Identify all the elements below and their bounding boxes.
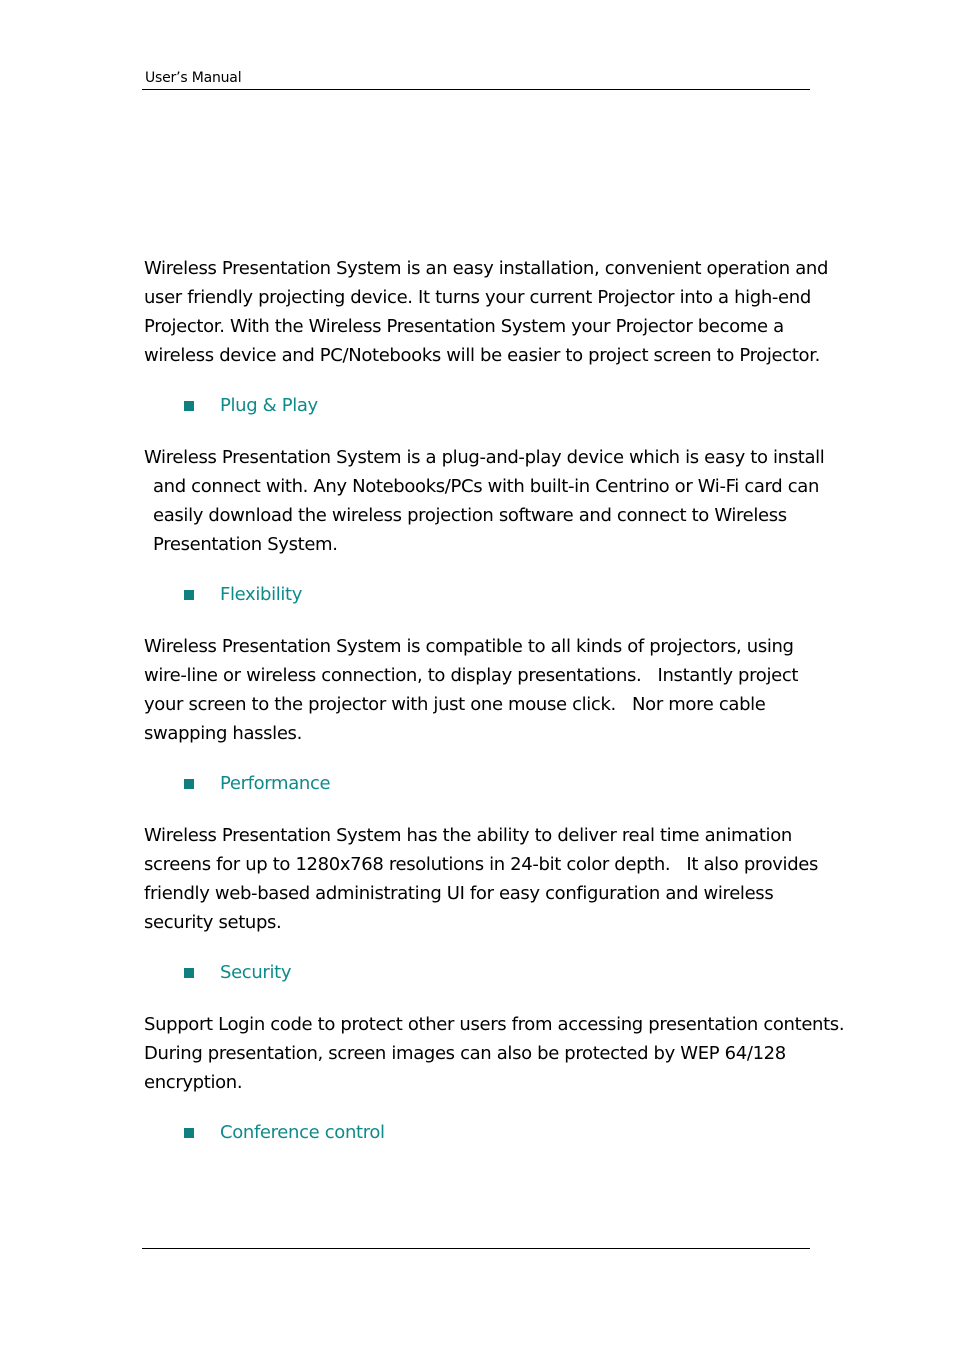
feature-heading-security bbox=[184, 960, 291, 986]
paragraph-line: Presentation System. bbox=[153, 534, 338, 555]
paragraph-line: encryption. bbox=[144, 1072, 243, 1093]
paragraph-line: During presentation, screen images can also be protected by WEP 64/128 bbox=[144, 1043, 786, 1064]
square-bullet-icon bbox=[184, 779, 194, 789]
feature-paragraph-plug-and-play bbox=[144, 443, 824, 559]
paragraph-line: Wireless Presentation System has the ability to deliver real time animation bbox=[144, 825, 792, 846]
feature-heading-plug-and-play bbox=[184, 393, 318, 419]
square-bullet-icon bbox=[184, 968, 194, 978]
running-header: User’s Manual bbox=[145, 70, 242, 86]
paragraph-line: Wireless Presentation System is an easy installation, convenient operation and bbox=[144, 258, 829, 279]
feature-heading-label: Performance bbox=[220, 773, 331, 794]
feature-heading-conference-control bbox=[184, 1120, 385, 1146]
feature-heading-label: Flexibility bbox=[220, 584, 303, 605]
feature-heading-label: Conference control bbox=[220, 1122, 385, 1143]
paragraph-line: and connect with. Any Notebooks/PCs with built-in Centrino or Wi-Fi card can bbox=[153, 476, 820, 497]
header-rule bbox=[142, 89, 810, 90]
feature-heading-flexibility bbox=[184, 582, 302, 608]
feature-paragraph-performance bbox=[144, 821, 824, 937]
paragraph-line: Wireless Presentation System is a plug-and-play device which is easy to install bbox=[144, 447, 825, 468]
paragraph-line: Projector. With the Wireless Presentation System your Projector become a bbox=[144, 316, 784, 337]
square-bullet-icon bbox=[184, 1128, 194, 1138]
paragraph-line: wire-line or wireless connection, to display presentations. Instantly project bbox=[144, 665, 799, 686]
feature-heading-performance bbox=[184, 771, 330, 797]
paragraph-line: user friendly projecting device. It turns your current Projector into a high-end bbox=[144, 287, 811, 308]
paragraph-line: screens for up to 1280x768 resolutions in 24-bit color depth. It also provides bbox=[144, 854, 819, 875]
paragraph-line: Wireless Presentation System is compatible to all kinds of projectors, using bbox=[144, 636, 794, 657]
paragraph-line: easily download the wireless projection software and connect to Wireless bbox=[153, 505, 787, 526]
intro-paragraph bbox=[144, 254, 829, 370]
square-bullet-icon bbox=[184, 401, 194, 411]
square-bullet-icon bbox=[184, 590, 194, 600]
feature-paragraph-flexibility bbox=[144, 632, 824, 748]
paragraph-line: security setups. bbox=[144, 912, 282, 933]
feature-paragraph-security bbox=[144, 1010, 845, 1097]
paragraph-line: Support Login code to protect other users from accessing presentation contents. bbox=[144, 1014, 845, 1035]
footer-rule bbox=[142, 1248, 810, 1249]
paragraph-line: wireless device and PC/Notebooks will be easier to project screen to Projector. bbox=[144, 345, 820, 366]
paragraph-line: friendly web-based administrating UI for easy configuration and wireless bbox=[144, 883, 774, 904]
paragraph-line: your screen to the projector with just one mouse click. Nor more cable bbox=[144, 694, 766, 715]
feature-heading-label: Security bbox=[220, 962, 292, 983]
paragraph-line: swapping hassles. bbox=[144, 723, 302, 744]
feature-heading-label: Plug & Play bbox=[220, 395, 318, 416]
